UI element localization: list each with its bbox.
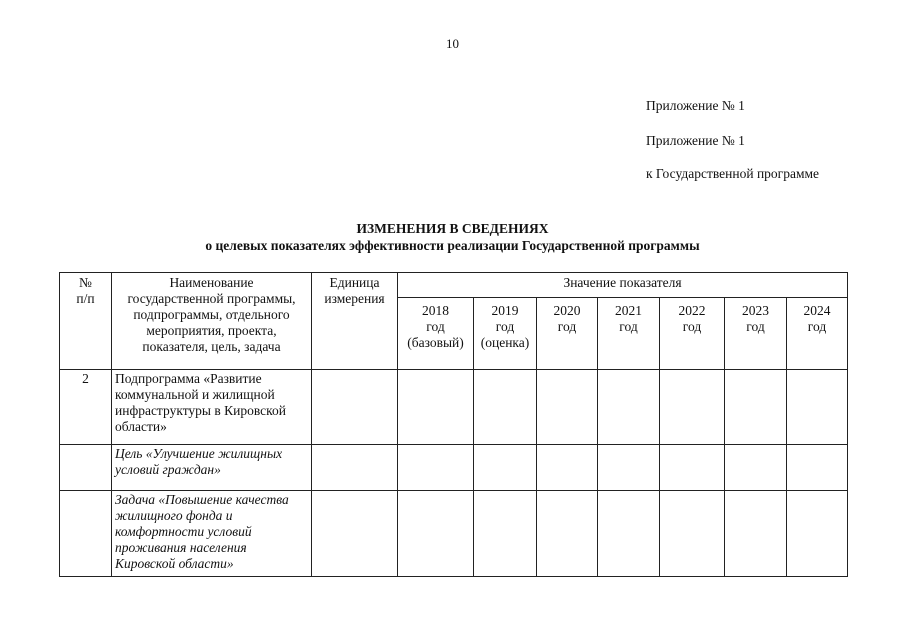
year-2021-header <box>598 298 660 370</box>
appendix-program-reference: к Государственной программе <box>646 166 820 181</box>
year-2023-header <box>725 298 787 370</box>
row-num-cell <box>60 445 112 491</box>
row-name-cell <box>112 491 312 577</box>
header-name-line4: мероприятия, проекта, <box>146 323 277 338</box>
value-cell-2023 <box>725 491 787 577</box>
value-cell-2021 <box>598 370 660 445</box>
appendix-label-repeat: Приложение № 1 <box>646 133 745 148</box>
header-num-line2: п/п <box>76 291 95 306</box>
document-title: ИЗМЕНЕНИЯ В СВЕДЕНИЯХ <box>356 221 549 236</box>
row-name-line: Кировской области» <box>115 556 234 571</box>
page-number: 10 <box>446 36 459 51</box>
year-value: 2018 <box>422 303 449 318</box>
row-name-line: проживания населения <box>115 540 247 555</box>
table-row-task <box>60 491 848 577</box>
value-cell-2022 <box>660 370 725 445</box>
year-value: 2021 <box>615 303 642 318</box>
appendix-label: Приложение № 1 <box>646 98 745 113</box>
row-unit-cell <box>312 445 398 491</box>
header-num-line1: № <box>79 275 92 290</box>
year-2019-header <box>474 298 537 370</box>
row-num-cell: 2 <box>60 370 112 445</box>
year-value: 2020 <box>553 303 581 318</box>
row-name-line: условий граждан» <box>115 462 221 477</box>
row-name-line: комфортности условий <box>115 524 252 539</box>
row-name-line: Цель «Улучшение жилищных <box>115 446 283 461</box>
row-name-cell <box>112 370 312 445</box>
value-cell-2018 <box>398 491 474 577</box>
header-unit-line1: Единица <box>329 275 380 290</box>
year-value: 2024 <box>803 303 831 318</box>
header-value-group: Значение показателя <box>398 273 848 298</box>
row-num-cell <box>60 491 112 577</box>
year-note: (оценка) <box>480 335 530 350</box>
indicators-table <box>59 272 848 577</box>
header-num-cell <box>60 273 112 370</box>
year-unit: год <box>682 319 702 334</box>
table-row-subprogram <box>60 370 848 445</box>
header-name-line2: государственной программы, <box>127 291 296 306</box>
value-cell-2023 <box>725 445 787 491</box>
row-name-line: Задача «Повышение качества <box>115 492 289 507</box>
value-cell-2024 <box>787 370 848 445</box>
value-cell-2023 <box>725 370 787 445</box>
header-name-line3: подпрограммы, отдельного <box>133 307 290 322</box>
year-unit: год <box>557 319 577 334</box>
year-note: (базовый) <box>407 335 464 350</box>
value-cell-2020 <box>537 370 598 445</box>
value-cell-2022 <box>660 491 725 577</box>
table-row-goal <box>60 445 848 491</box>
year-2018-header <box>398 298 474 370</box>
row-name-line: области» <box>115 419 167 434</box>
header-name-line1: Наименование <box>169 275 254 290</box>
row-name-cell <box>112 445 312 491</box>
year-2024-header <box>787 298 848 370</box>
row-name-line: коммунальной и жилищной <box>115 387 275 402</box>
year-value: 2023 <box>742 303 769 318</box>
year-value: 2022 <box>678 303 706 318</box>
value-cell-2021 <box>598 445 660 491</box>
value-cell-2024 <box>787 491 848 577</box>
year-2020-header <box>537 298 598 370</box>
year-2022-header <box>660 298 725 370</box>
header-name-line5: показателя, цель, задача <box>142 339 281 354</box>
table-header-row <box>60 273 848 298</box>
document-subtitle: о целевых показателях эффективности реализации Государственной программы <box>205 238 700 253</box>
row-name-line: жилищного фонда и <box>115 508 233 523</box>
year-unit: год <box>807 319 827 334</box>
header-unit-line2: измерения <box>324 291 385 306</box>
row-unit-cell <box>312 491 398 577</box>
year-value: 2019 <box>491 303 519 318</box>
value-cell-2018 <box>398 370 474 445</box>
value-cell-2018 <box>398 445 474 491</box>
value-cell-2020 <box>537 491 598 577</box>
header-unit-cell <box>312 273 398 370</box>
row-unit-cell <box>312 370 398 445</box>
value-cell-2024 <box>787 445 848 491</box>
year-unit: год <box>619 319 638 334</box>
value-cell-2022 <box>660 445 725 491</box>
year-unit: год <box>426 319 445 334</box>
row-name-line: Подпрограмма «Развитие <box>115 371 262 386</box>
year-unit: год <box>495 319 515 334</box>
row-name-line: инфраструктуры в Кировской <box>115 403 286 418</box>
value-cell-2019 <box>474 370 537 445</box>
header-name-cell <box>112 273 312 370</box>
value-cell-2019 <box>474 491 537 577</box>
value-cell-2020 <box>537 445 598 491</box>
value-cell-2021 <box>598 491 660 577</box>
year-unit: год <box>746 319 765 334</box>
value-cell-2019 <box>474 445 537 491</box>
